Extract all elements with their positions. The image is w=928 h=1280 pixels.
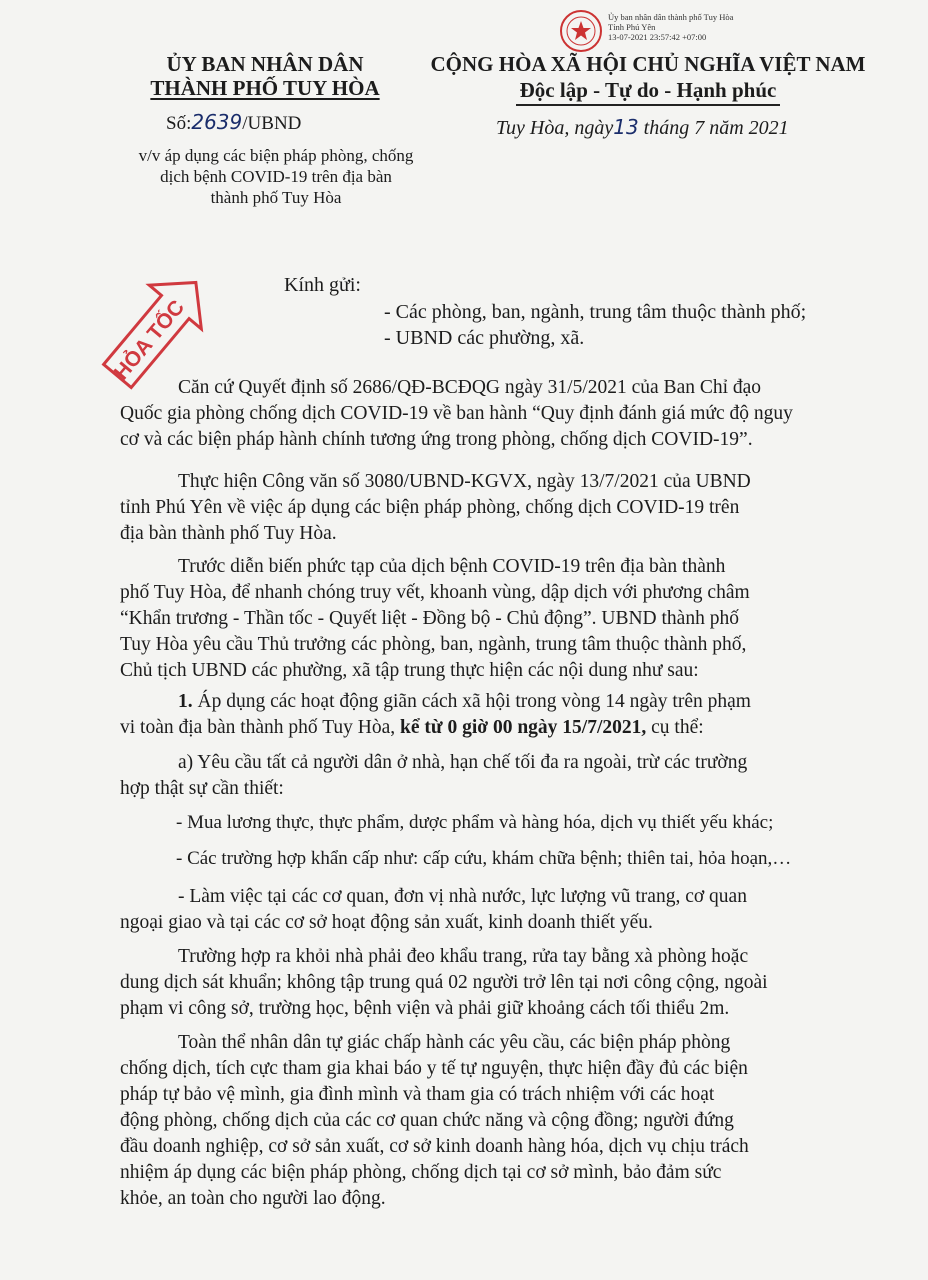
place-prefix: Tuy Hòa, ngày xyxy=(496,117,614,139)
p3-line: phố Tuy Hòa, để nhanh chóng truy vết, khoanh vùng, dập dịch với phương châm xyxy=(120,582,750,603)
subject-line3: thành phố Tuy Hòa xyxy=(210,188,342,207)
item1-number: 1. xyxy=(178,691,193,712)
exception-bullet: - Các trường hợp khẩn cấp như: cấp cứu, khám chữa bệnh; thiên tai, hỏa hoạn,… xyxy=(176,848,792,869)
p3-line: “Khẩn trương - Thần tốc - Quyết liệt - Đồng bộ - Chủ động”. UBND thành phố xyxy=(120,608,739,629)
item1-text: Áp dụng các hoạt động giãn cách xã hội trong vòng 14 ngày trên phạm xyxy=(197,691,751,712)
signature-province: Tỉnh Phú Yên xyxy=(608,22,656,32)
p3-line: Chủ tịch UBND các phường, xã tập trung thực hiện các nội dung như sau: xyxy=(120,660,699,681)
day-handwritten: 13 xyxy=(613,115,639,139)
digital-signature-text xyxy=(608,12,733,42)
org-line2: THÀNH PHỐ TUY HÒA xyxy=(150,76,380,100)
p5-line: chống dịch, tích cực tham gia khai báo y tế tự nguyện, thực hiện đầy đủ các biện xyxy=(120,1058,748,1079)
p5-line: đầu doanh nghiệp, cơ sở sản xuất, cơ sở kinh doanh hàng hóa, dịch vụ chịu trách xyxy=(120,1136,749,1157)
subject-line2: dịch bệnh COVID-19 trên địa bàn xyxy=(160,167,392,186)
exception-bullet-3-line2: ngoại giao và tại các cơ sở hoạt động sản xuất, kinh doanh thiết yếu. xyxy=(120,912,653,933)
subject-line1: v/v áp dụng các biện pháp phòng, chống xyxy=(138,146,414,165)
p1-line: Quốc gia phòng chống dịch COVID-19 về ban hành “Quy định đánh giá mức độ nguy xyxy=(120,403,793,424)
p5-line: nhiệm áp dụng các biện pháp phòng, chống dịch tại cơ sở mình, bảo đảm sức xyxy=(120,1162,722,1183)
p4-line: phạm vi công sở, trường học, bệnh viện và phải giữ khoảng cách tối thiểu 2m. xyxy=(120,998,730,1019)
item-a-line2: hợp thật sự cần thiết: xyxy=(120,778,284,799)
p1-line: cơ và các biện pháp hành chính tương ứng trong phòng, chống dịch COVID-19”. xyxy=(120,429,753,450)
recipient-1: - Các phòng, ban, ngành, trung tâm thuộc thành phố; xyxy=(384,301,807,323)
recipient-2: - UBND các phường, xã. xyxy=(384,327,585,349)
p4-line: dung dịch sát khuẩn; không tập trung quá 02 người trở lên tại nơi công cộng, ngoài xyxy=(120,972,768,993)
p5-line: pháp tự bảo vệ mình, gia đình mình và tham gia có trách nhiệm với các hoạt xyxy=(120,1084,715,1105)
exception-bullet-3-line1: - Làm việc tại các cơ quan, đơn vị nhà nước, lực lượng vũ trang, cơ quan xyxy=(178,886,747,907)
national-title: CỘNG HÒA XÃ HỘI CHỦ NGHĨA VIỆT NAM xyxy=(430,52,866,76)
urgent-stamp-text: HỎA TỐC xyxy=(109,295,190,385)
document-number xyxy=(166,110,301,135)
p1-line: Căn cứ Quyết định số 2686/QĐ-BCĐQG ngày 31/5/2021 của Ban Chỉ đạo xyxy=(178,377,762,398)
item1-line2 xyxy=(120,715,832,740)
doc-no-prefix: Số: xyxy=(166,113,192,134)
signature-timestamp: 13-07-2021 23:57:42 +07:00 xyxy=(608,32,707,42)
exception-bullet: - Mua lương thực, thực phẩm, dược phẩm và hàng hóa, dịch vụ thiết yếu khác; xyxy=(176,812,774,833)
signature-org: Ủy ban nhân dân thành phố Tuy Hòa xyxy=(608,12,734,22)
p4-line: Trường hợp ra khỏi nhà phải đeo khẩu trang, rửa tay bằng xà phòng hoặc xyxy=(178,946,749,967)
item-a-line1: a) Yêu cầu tất cả người dân ở nhà, hạn chế tối đa ra ngoài, trừ các trường xyxy=(178,752,748,773)
doc-no-handwritten: 2639 xyxy=(191,110,243,134)
item1-scope: vi toàn địa bàn thành phố Tuy Hòa, xyxy=(120,717,396,738)
p3-line: Trước diễn biến phức tạp của dịch bệnh COVID-19 trên địa bàn thành xyxy=(178,556,726,577)
item1-tail: cụ thể: xyxy=(651,717,704,738)
item1-line1 xyxy=(120,689,832,714)
motto-underline xyxy=(516,104,780,106)
greeting: Kính gửi: xyxy=(284,274,361,296)
p2-line: tỉnh Phú Yên về việc áp dụng các biện pháp phòng, chống dịch COVID-19 trên xyxy=(120,497,740,518)
p5-line: Toàn thể nhân dân tự giác chấp hành các yêu cầu, các biện pháp phòng xyxy=(178,1032,731,1053)
org-line1: ỦY BAN NHÂN DÂN xyxy=(166,52,364,76)
place-suffix: tháng 7 năm 2021 xyxy=(643,117,789,139)
place-date xyxy=(496,115,789,140)
p3-line: Tuy Hòa yêu cầu Thủ trưởng các phòng, ban, ngành, trung tâm thuộc thành phố, xyxy=(120,634,747,655)
national-motto: Độc lập - Tự do - Hạnh phúc xyxy=(519,78,777,102)
issuing-org xyxy=(120,52,410,100)
p5-line: khỏe, an toàn cho người lao động. xyxy=(120,1188,386,1209)
p2-line: Thực hiện Công văn số 3080/UBND-KGVX, ngày 13/7/2021 của UBND xyxy=(178,471,751,492)
document-subject xyxy=(118,145,434,208)
p2-line: địa bàn thành phố Tuy Hòa. xyxy=(120,523,337,544)
item1-effective-date: kể từ 0 giờ 00 ngày 15/7/2021, xyxy=(400,717,647,738)
p5-line: động phòng, chống dịch của các cơ quan chức năng và cộng đồng; người đứng xyxy=(120,1110,734,1131)
digital-signature-seal xyxy=(558,8,604,54)
doc-no-suffix: /UBND xyxy=(242,113,302,134)
